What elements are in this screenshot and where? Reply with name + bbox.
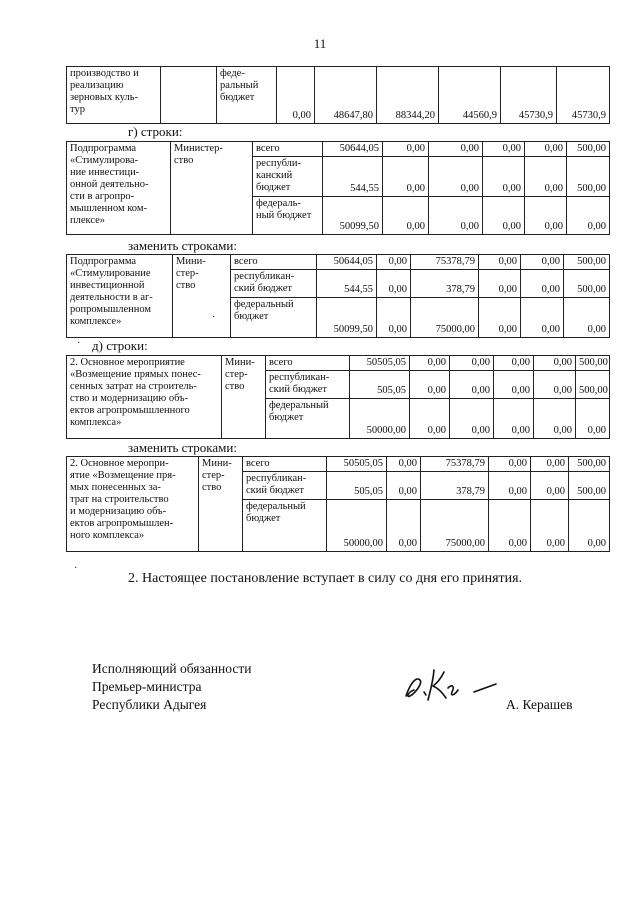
d-budget: всего: [266, 356, 350, 371]
g-budget: федераль- ный бюджет: [253, 197, 323, 235]
d-new-value: 50000,00: [327, 500, 387, 552]
d-new-value: 0,00: [569, 500, 610, 552]
top-value: 45730,9: [501, 67, 557, 124]
d-value: 0,00: [576, 399, 610, 439]
g-new-budget: федеральный бюджет: [231, 298, 317, 338]
d-desc: 2. Основное мероприятие «Возмещение прямых понес- сенных затрат на строитель- ство и модернизацию объ- ектов агропромышленного комплекса»: [67, 356, 222, 439]
d-org: Мини- стер- ство: [222, 356, 266, 439]
g-new-value: 75000,00: [411, 298, 479, 338]
d-value: 0,00: [534, 399, 576, 439]
scan-speck: ·: [74, 563, 78, 574]
g-new-value: 500,00: [564, 270, 610, 298]
d-value: 50505,05: [350, 356, 410, 371]
d-new-value: 0,00: [531, 457, 569, 472]
d-new-value: 0,00: [489, 472, 531, 500]
g-org: Министер- ство: [171, 142, 253, 235]
top-value: 0,00: [277, 67, 315, 124]
top-table: [66, 66, 610, 124]
signatory-line: Премьер-министра: [92, 679, 202, 694]
d-new-budget: республикан- ский бюджет: [243, 472, 327, 500]
d-value: 0,00: [450, 356, 494, 371]
d-budget: республикан- ский бюджет: [266, 371, 350, 399]
g-value: 0,00: [567, 197, 610, 235]
g-new-value: 75378,79: [411, 255, 479, 270]
d-new-value: 500,00: [569, 457, 610, 472]
g-new-value: 378,79: [411, 270, 479, 298]
d-new-value: 505,05: [327, 472, 387, 500]
scan-speck: ·: [212, 312, 216, 323]
g-new-value: 544,55: [317, 270, 377, 298]
g-value: 0,00: [483, 197, 525, 235]
d-value: 500,00: [576, 371, 610, 399]
top-desc: производство и реализацию зерновых куль- тур: [67, 67, 161, 124]
g-new-desc: Подпрограмма «Стимулирование инвестиционной деятельности в аг- ропромышленном комплексе»: [67, 255, 173, 338]
scan-speck: ·: [77, 338, 81, 349]
g-new-value: 500,00: [564, 255, 610, 270]
signatory-name: А. Керашев: [506, 697, 573, 712]
g-value: 500,00: [567, 142, 610, 157]
g-new-org: Мини- стер- ство: [173, 255, 231, 338]
d-new-value: 378,79: [421, 472, 489, 500]
d-new-desc: 2. Основное меропри- ятие «Возмещение пря- мых понесенных за- трат на строительство и модернизацию объ- ектов агропромышлен- ного комплекса»: [67, 457, 199, 552]
d-new-value: 50505,05: [327, 457, 387, 472]
d-new-budget: федеральный бюджет: [243, 500, 327, 552]
g-new-value: 0,00: [479, 298, 521, 338]
top-value: 45730,9: [557, 67, 610, 124]
replace-caption-1: заменить строками:: [128, 238, 237, 253]
d-new-value: 0,00: [489, 457, 531, 472]
d-new-value: 0,00: [489, 500, 531, 552]
g-new-value: 0,00: [521, 255, 564, 270]
g-value: 0,00: [383, 142, 429, 157]
g-new-table: [66, 254, 610, 338]
d-new-value: 0,00: [531, 472, 569, 500]
g-new-budget: всего: [231, 255, 317, 270]
g-new-value: 0,00: [479, 270, 521, 298]
g-value: 0,00: [525, 157, 567, 197]
g-value: 500,00: [567, 157, 610, 197]
d-value: 500,00: [576, 356, 610, 371]
g-value: 0,00: [383, 197, 429, 235]
page-number: 11: [313, 36, 327, 51]
g-table: [66, 141, 610, 235]
d-value: 0,00: [450, 371, 494, 399]
g-value: 50099,50: [323, 197, 383, 235]
d-value: 0,00: [410, 356, 450, 371]
g-desc: Подпрограмма «Стимулирова- ние инвестици- онной деятельно- сти в агропро- мышленном ком- плексе»: [67, 142, 171, 235]
g-new-value: 0,00: [521, 270, 564, 298]
d-new-value: 0,00: [387, 457, 421, 472]
d-new-value: 75000,00: [421, 500, 489, 552]
g-new-budget: республикан- ский бюджет: [231, 270, 317, 298]
g-new-value: 0,00: [377, 270, 411, 298]
d-value: 50000,00: [350, 399, 410, 439]
g-value: 0,00: [483, 142, 525, 157]
g-new-value: 0,00: [479, 255, 521, 270]
replace-caption-2: заменить строками:: [128, 440, 237, 455]
d-caption: д) строки:: [92, 338, 148, 353]
d-value: 0,00: [534, 356, 576, 371]
top-value: 48647,80: [315, 67, 377, 124]
g-new-value: 50644,05: [317, 255, 377, 270]
g-value: 0,00: [429, 197, 483, 235]
d-new-table: [66, 456, 610, 552]
signatory-line: Исполняющий обязанности: [92, 661, 252, 676]
g-value: 0,00: [483, 157, 525, 197]
decree-text: 2. Настоящее постановление вступает в силу со дня его принятия.: [128, 571, 523, 586]
d-value: 0,00: [534, 371, 576, 399]
d-value: 0,00: [494, 371, 534, 399]
top-org: [161, 67, 217, 124]
g-value: 0,00: [383, 157, 429, 197]
d-value: 0,00: [494, 399, 534, 439]
g-value: 0,00: [525, 142, 567, 157]
d-new-value: 0,00: [531, 500, 569, 552]
d-value: 0,00: [410, 399, 450, 439]
d-new-budget: всего: [243, 457, 327, 472]
g-new-value: 50099,50: [317, 298, 377, 338]
d-budget: федеральный бюджет: [266, 399, 350, 439]
d-table: [66, 355, 610, 439]
g-new-value: 0,00: [521, 298, 564, 338]
d-new-org: Мини- стер- ство: [199, 457, 243, 552]
d-new-value: 500,00: [569, 472, 610, 500]
top-value: 44560,9: [439, 67, 501, 124]
d-value: 0,00: [410, 371, 450, 399]
top-budget: феде- ральный бюджет: [217, 67, 277, 124]
d-value: 0,00: [494, 356, 534, 371]
signatory-line: Республики Адыгея: [92, 697, 207, 712]
d-value: 505,05: [350, 371, 410, 399]
g-new-value: 0,00: [377, 255, 411, 270]
d-new-value: 0,00: [387, 500, 421, 552]
signatory-title: [92, 660, 251, 714]
g-value: 50644,05: [323, 142, 383, 157]
d-new-value: 0,00: [387, 472, 421, 500]
g-budget: республи- канский бюджет: [253, 157, 323, 197]
g-caption: г) строки:: [128, 124, 183, 139]
g-new-value: 0,00: [377, 298, 411, 338]
top-value: 88344,20: [377, 67, 439, 124]
handwritten-signature: [400, 662, 510, 708]
g-value: 0,00: [429, 142, 483, 157]
d-value: 0,00: [450, 399, 494, 439]
g-value: 0,00: [525, 197, 567, 235]
d-new-value: 75378,79: [421, 457, 489, 472]
g-value: 544,55: [323, 157, 383, 197]
g-value: 0,00: [429, 157, 483, 197]
g-new-value: 0,00: [564, 298, 610, 338]
g-budget: всего: [253, 142, 323, 157]
